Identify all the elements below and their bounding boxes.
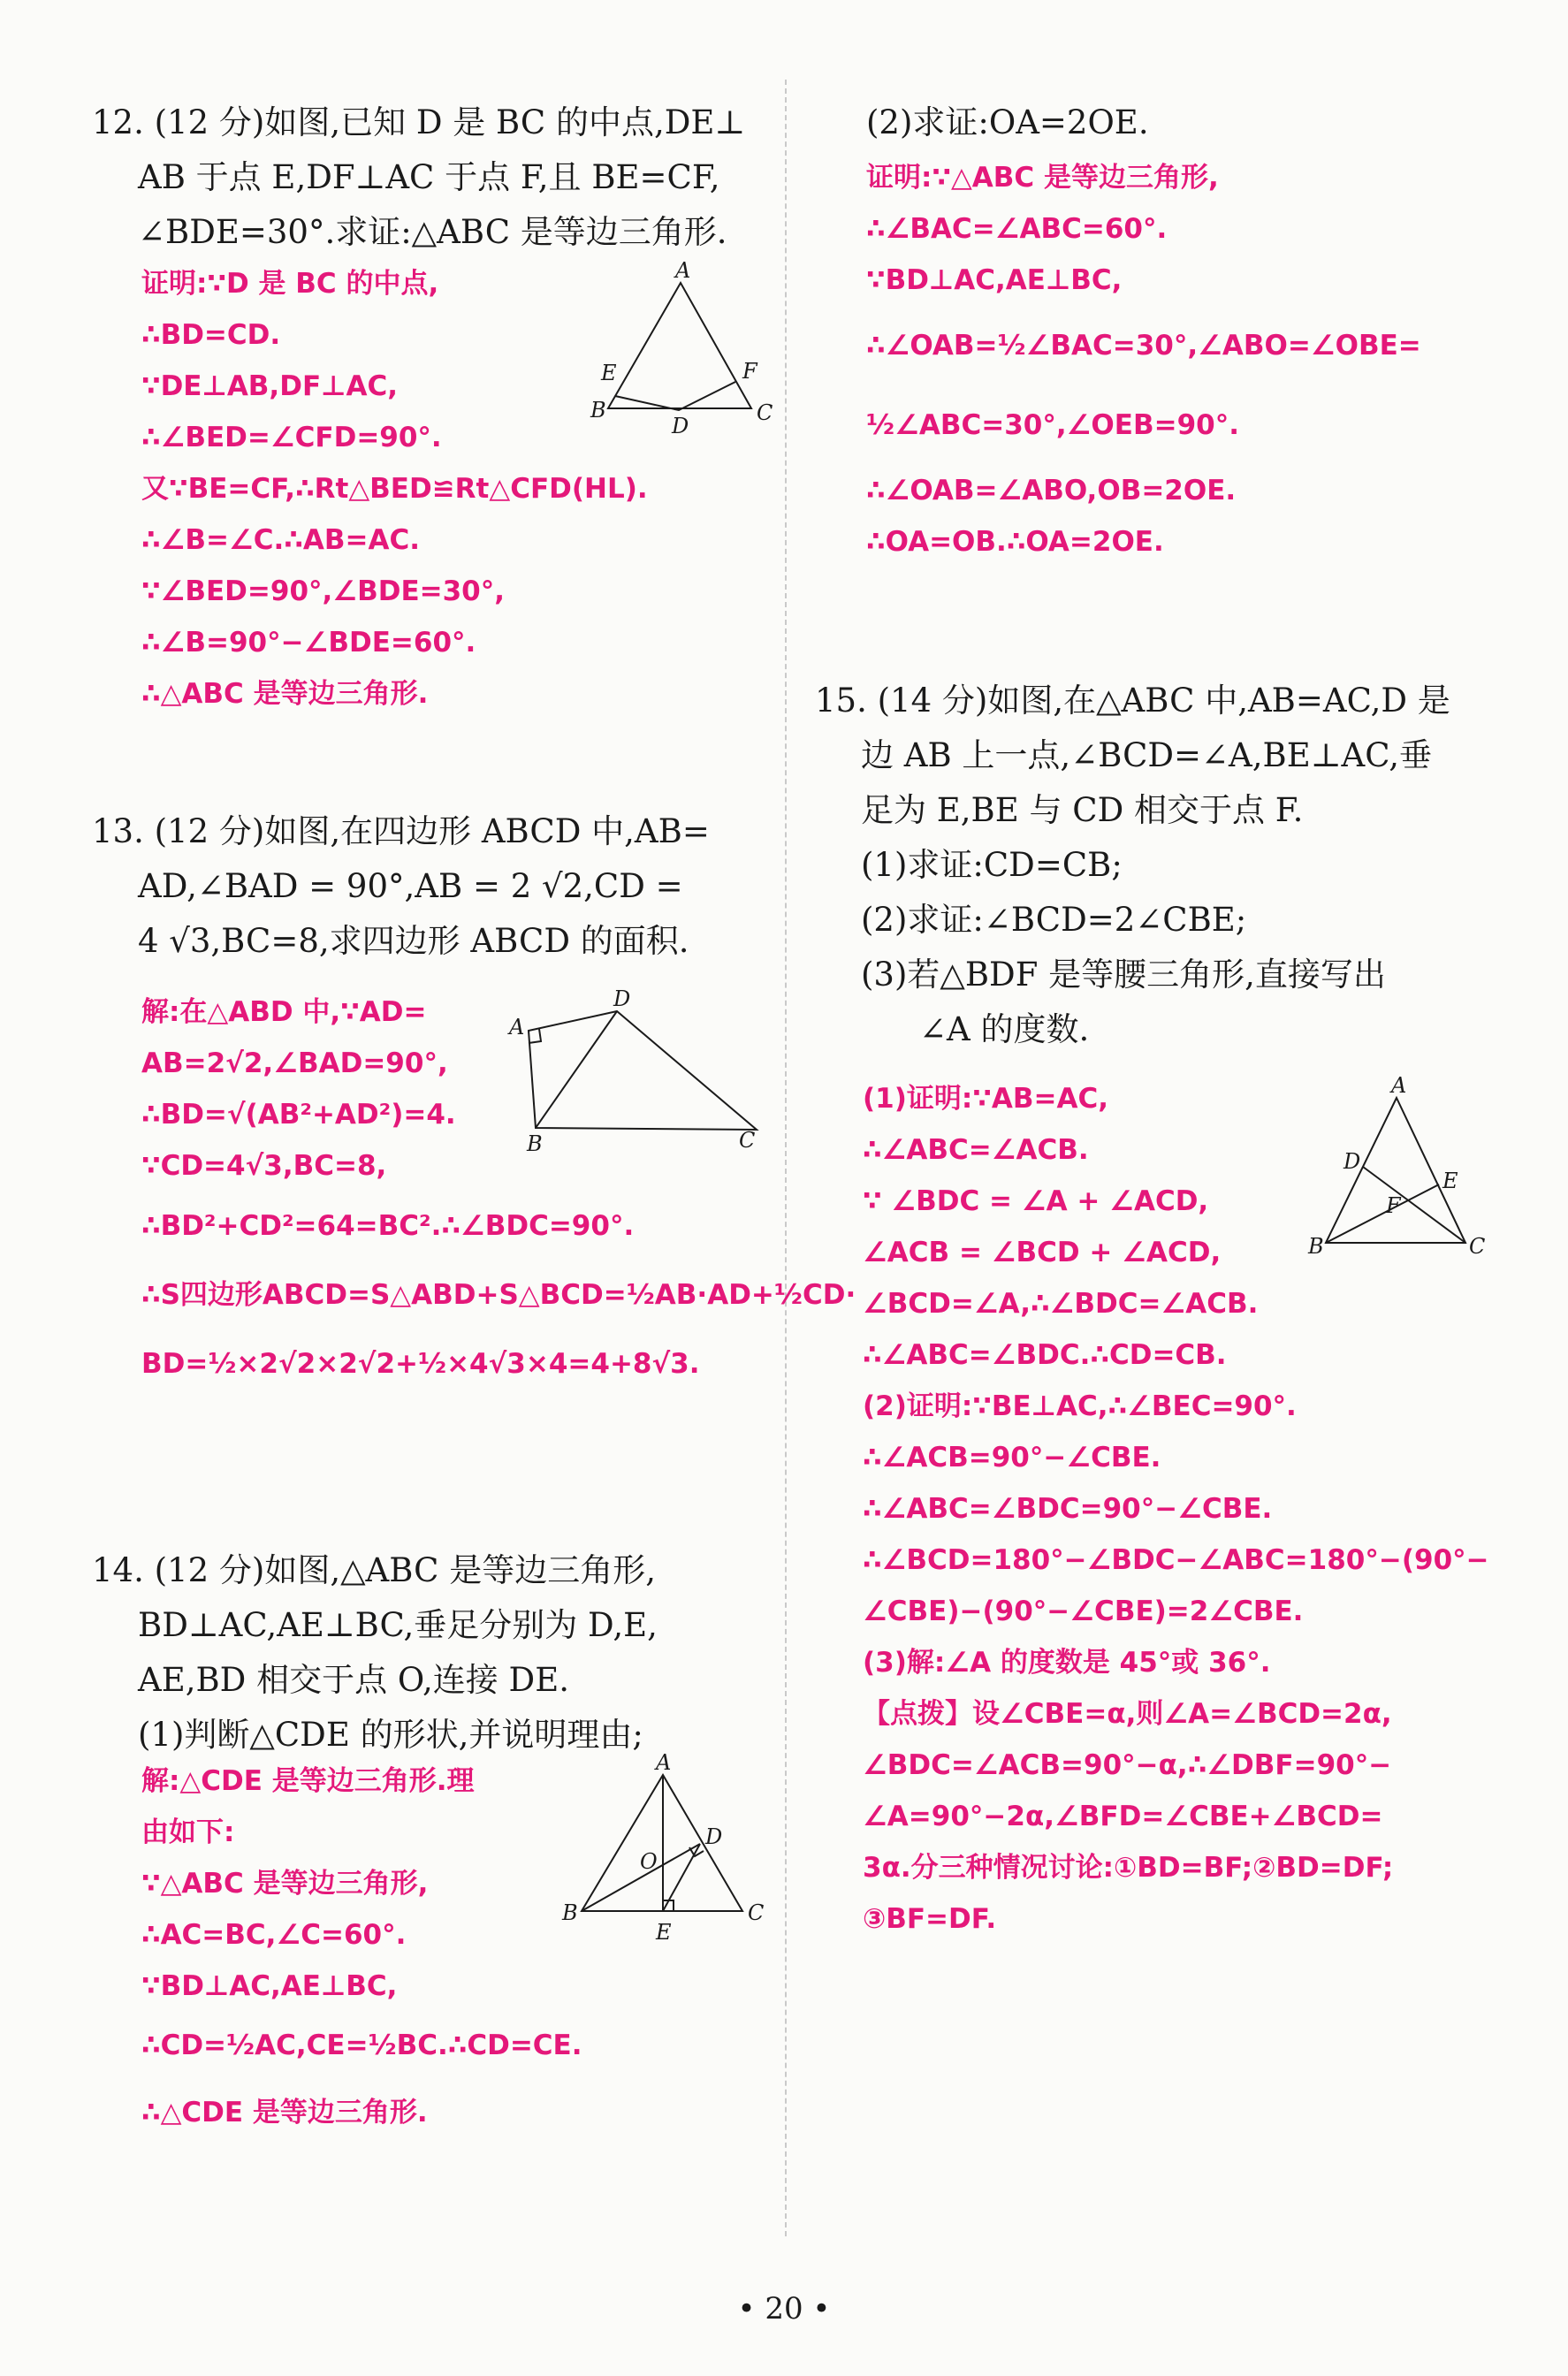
q12-answer-line: ∴∠B=∠C.∴AB=AC. xyxy=(141,524,420,556)
q14-line-3: AE,BD 相交于点 O,连接 DE. xyxy=(138,1661,569,1699)
q14-answer-line: ∴AC=BC,∠C=60°. xyxy=(141,1919,407,1951)
q13-quadrilateral-figure xyxy=(507,986,773,1156)
q13-answer-line: 解:在△ABD 中,∵AD= xyxy=(141,996,427,1028)
label-A: A xyxy=(1391,1073,1407,1098)
q12-answer-line: ∵∠BED=90°,∠BDE=30°, xyxy=(141,575,506,607)
q15-line-1: 15. (14 分)如图,在△ABC 中,AB=AC,D 是 xyxy=(815,682,1450,720)
q14-answer-line: 解:△CDE 是等边三角形.理 xyxy=(141,1765,475,1797)
q15-answer-line: ∴∠BCD=180°−∠BDC−∠ABC=180°−(90°− xyxy=(863,1544,1489,1576)
label-B: B xyxy=(1308,1234,1324,1259)
label-B: B xyxy=(527,1131,543,1156)
q12-answer-line: ∴△ABC 是等边三角形. xyxy=(141,678,429,710)
question-12 xyxy=(92,95,773,260)
q15-answer-line: 3α.分三种情况讨论:①BD=BF;②BD=DF; xyxy=(863,1852,1394,1884)
q13-line-3: 4 √3,BC=8,求四边形 ABCD 的面积. xyxy=(138,922,689,960)
q15-answer-line: ③BF=DF. xyxy=(863,1903,997,1935)
label-C: C xyxy=(739,1128,756,1153)
question-13 xyxy=(92,804,773,969)
q12-answer-line: 又∵BE=CF,∴Rt△BED≌Rt△CFD(HL). xyxy=(141,473,648,505)
q15-answer-line: ∴∠ACB=90°−∠CBE. xyxy=(863,1442,1161,1474)
q15-answer-line: 【点拨】设∠CBE=α,则∠A=∠BCD=2α, xyxy=(863,1698,1392,1730)
label-A: A xyxy=(675,258,691,283)
question-14 xyxy=(92,1543,773,1763)
q12-answer-line: ∴∠BED=∠CFD=90°. xyxy=(141,422,442,453)
q12-line-2: AB 于点 E,DF⊥AC 于点 F,且 BE=CF, xyxy=(138,158,720,196)
q14-answer2-line: ∴∠BAC=∠ABC=60°. xyxy=(866,213,1168,245)
column-divider xyxy=(785,80,787,2236)
q15-answer-line: (2)证明:∵BE⊥AC,∴∠BEC=90°. xyxy=(863,1390,1297,1422)
q15-triangle-figure xyxy=(1308,1073,1486,1259)
q12-answer-line: ∵DE⊥AB,DF⊥AC, xyxy=(141,370,398,402)
q15-answer-line: (1)证明:∵AB=AC, xyxy=(863,1083,1108,1115)
q14-line-1: 14. (12 分)如图,△ABC 是等边三角形, xyxy=(92,1551,656,1589)
q12-line-1: 12. (12 分)如图,已知 D 是 BC 的中点,DE⊥ xyxy=(92,103,746,141)
q15-answer-line: ∴∠ABC=∠ACB. xyxy=(863,1134,1089,1166)
question-14-part2 xyxy=(866,95,1547,150)
q14-answer2-line: ∵BD⊥AC,AE⊥BC, xyxy=(866,264,1123,296)
q13-answer-line: AB=2√2,∠BAD=90°, xyxy=(141,1047,448,1079)
q15-answer-line: ∠BCD=∠A,∴∠BDC=∠ACB. xyxy=(863,1288,1259,1320)
label-C: C xyxy=(1469,1234,1486,1259)
q15-line-5: (2)求证:∠BCD=2∠CBE; xyxy=(861,901,1247,939)
q15-answer-line: ∠CBE)−(90°−∠CBE)=2∠CBE. xyxy=(863,1595,1304,1627)
q14-answer2-line: ½∠ABC=30°,∠OEB=90°. xyxy=(866,409,1239,441)
q13-answer-line: ∵CD=4√3,BC=8, xyxy=(141,1150,387,1182)
q14-answer-line: ∴CD=½AC,CE=½BC.∴CD=CE. xyxy=(141,2030,582,2061)
q14-answer2-line: ∴∠OAB=½∠BAC=30°,∠ABO=∠OBE= xyxy=(866,330,1421,362)
q15-line-6: (3)若△BDF 是等腰三角形,直接写出 xyxy=(861,956,1386,994)
label-B: B xyxy=(562,1900,578,1925)
label-F: F xyxy=(1386,1193,1401,1218)
q15-line-7: ∠A 的度数. xyxy=(919,1010,1090,1048)
q14-part2-line: (2)求证:OA=2OE. xyxy=(866,103,1149,141)
q14-line-2: BD⊥AC,AE⊥BC,垂足分别为 D,E, xyxy=(138,1606,658,1644)
label-D: D xyxy=(613,986,631,1011)
label-E: E xyxy=(601,361,617,385)
label-D: D xyxy=(705,1824,723,1849)
q14-answer-line: 由如下: xyxy=(141,1816,235,1848)
q15-answer-line: ∠BDC=∠ACB=90°−α,∴∠DBF=90°− xyxy=(863,1749,1392,1781)
label-E: E xyxy=(656,1920,672,1945)
answer-14-part2 xyxy=(866,152,1503,567)
q13-line-1: 13. (12 分)如图,在四边形 ABCD 中,AB= xyxy=(92,812,710,850)
q13-answer-line: ∴BD=√(AB²+AD²)=4. xyxy=(141,1099,456,1131)
label-B: B xyxy=(590,398,606,423)
q15-line-3: 足为 E,BE 与 CD 相交于点 F. xyxy=(861,791,1304,829)
page-number: • 20 • xyxy=(737,2291,831,2326)
label-D: D xyxy=(672,414,689,438)
q12-triangle-figure xyxy=(583,258,778,438)
label-C: C xyxy=(757,400,773,425)
q14-triangle-figure xyxy=(557,1750,769,1953)
q14-answer-line: ∵BD⊥AC,AE⊥BC, xyxy=(141,1970,398,2002)
q15-answer-line: ∴∠ABC=∠BDC.∴CD=CB. xyxy=(863,1339,1227,1371)
label-F: F xyxy=(742,359,757,384)
q15-answer-line: ∠A=90°−2α,∠BFD=∠CBE+∠BCD= xyxy=(863,1801,1383,1832)
question-15 xyxy=(815,674,1496,1057)
q14-answer-line: ∵△ABC 是等边三角形, xyxy=(141,1868,429,1900)
label-D: D xyxy=(1343,1149,1361,1174)
q15-answer-line: ∴∠ABC=∠BDC=90°−∠CBE. xyxy=(863,1493,1273,1525)
q14-answer2-line: ∴∠OAB=∠ABO,OB=2OE. xyxy=(866,475,1237,506)
label-O: O xyxy=(640,1849,658,1874)
q15-line-2: 边 AB 上一点,∠BCD=∠A,BE⊥AC,垂 xyxy=(861,736,1433,774)
q14-line-4: (1)判断△CDE 的形状,并说明理由; xyxy=(138,1716,643,1754)
q14-answer2-line: ∴OA=OB.∴OA=2OE. xyxy=(866,526,1164,558)
q12-answer-line: 证明:∵D 是 BC 的中点, xyxy=(141,268,439,300)
q14-answer-line: ∴△CDE 是等边三角形. xyxy=(141,2097,428,2128)
label-C: C xyxy=(748,1900,765,1925)
q15-answer-line: ∵ ∠BDC = ∠A + ∠ACD, xyxy=(863,1185,1209,1217)
q14-answer2-line: 证明:∵△ABC 是等边三角形, xyxy=(866,162,1219,194)
q13-answer-line: BD=½×2√2×2√2+½×4√3×4=4+8√3. xyxy=(141,1348,700,1380)
q12-answer-line: ∴BD=CD. xyxy=(141,319,281,351)
label-A: A xyxy=(509,1015,525,1040)
q15-line-4: (1)求证:CD=CB; xyxy=(861,846,1123,884)
q13-answer-line: ∴S四边形ABCD=S△ABD+S△BCD=½AB·AD+½CD· xyxy=(141,1279,856,1311)
q13-answer-line: ∴BD²+CD²=64=BC².∴∠BDC=90°. xyxy=(141,1210,635,1242)
label-A: A xyxy=(656,1750,672,1775)
q15-answer-line: (3)解:∠A 的度数是 45°或 36°. xyxy=(863,1647,1271,1679)
q13-line-2: AD,∠BAD = 90°,AB = 2 √2,CD = xyxy=(138,867,683,905)
q12-line-3: ∠BDE=30°.求证:△ABC 是等边三角形. xyxy=(138,213,727,251)
q12-answer-line: ∴∠B=90°−∠BDE=60°. xyxy=(141,627,476,659)
q15-answer-line: ∠ACB = ∠BCD + ∠ACD, xyxy=(863,1237,1222,1268)
label-E: E xyxy=(1442,1169,1458,1193)
